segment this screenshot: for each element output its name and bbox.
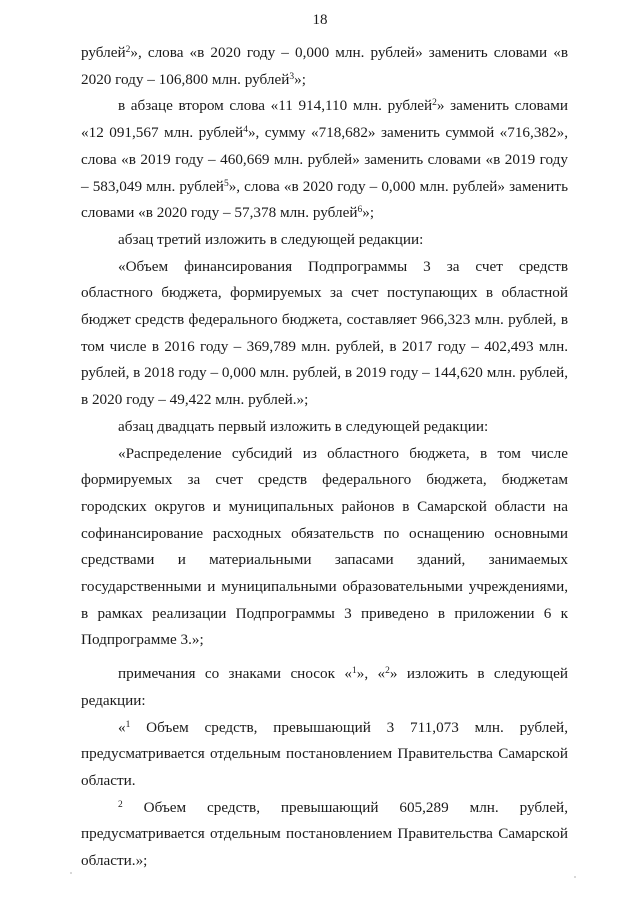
text-run: Объем средств, превышающий 3 711,073 млн. рублей, предусматривается отдельным постановлением Правительства Самарской области. <box>81 718 568 789</box>
paragraph <box>81 227 568 254</box>
text-run: » заменить словами «12 091,567 млн. рублей <box>81 97 569 142</box>
text-run: », слова «в 2020 году – 0,000 млн. рублей» заменить словами «в 2020 году – 57,378 млн. рублей <box>81 177 568 222</box>
page-number: 18 <box>312 12 328 28</box>
footnote-mark: 2 <box>125 45 131 55</box>
scan-artifact <box>574 876 576 878</box>
footnote-mark: 6 <box>357 205 363 216</box>
footnote-mark: 2 <box>118 799 123 810</box>
text-run: », слова «в 2020 году – 0,000 млн. рублей» заменить словами «в 2020 году – 106,800 млн. рублей <box>81 44 568 88</box>
footnote-mark: 5 <box>223 178 229 189</box>
scan-artifact <box>70 872 72 874</box>
text-run: »; <box>294 70 306 88</box>
paragraph <box>81 795 568 875</box>
footnote-mark: 1 <box>351 666 357 677</box>
text-run: примечания со знаками сносок « <box>118 665 352 683</box>
text-run: абзац двадцать первый изложить в следующей редакции: <box>118 417 489 435</box>
paragraph <box>81 40 568 93</box>
footnote-mark: 4 <box>243 125 248 136</box>
paragraph <box>81 414 568 441</box>
text-run: » изложить в следующей редакции: <box>81 665 568 709</box>
paragraph <box>81 715 568 795</box>
footnote-mark: 2 <box>385 666 390 677</box>
text-run: «Распределение субсидий из областного бюджета, в том числе формируемых за счет средств федерального бюджета, бюджетам городских округов и муниципальных районов в Самарской области на софинансирование расходных обязательств по оснащению основными средствами и материальными запасами зданий, занимаемых государственными и муниципальными образовательными учреждениями, в рамках реализации Подпрограммы 3 приведено в приложении 6 к Подпрограмме 3.»; <box>81 444 568 649</box>
text-run: «Объем финансирования Подпрограммы 3 за счет средств областного бюджета, формируемых за счет поступающих в областной бюджет средств федерального бюджета, составляет 966,323 млн. рублей, в том числе в 2016 году – 369,789 млн. рублей, в 2017 году – 402,493 млн. рублей, в 2018 году – 0,000 млн. рублей, в 2019 году – 144,620 млн. рублей, в 2020 году – 49,422 млн. рублей.»; <box>81 257 568 409</box>
footnote-mark: 1 <box>125 719 131 730</box>
paragraph <box>81 93 568 227</box>
text-run: « <box>118 718 126 736</box>
paragraph <box>81 441 568 655</box>
paragraph <box>81 661 568 714</box>
text-run: »; <box>362 204 375 222</box>
footnote-mark: 3 <box>289 71 295 82</box>
document-body <box>81 40 568 875</box>
text-run: », « <box>356 665 386 683</box>
footnote-mark: 2 <box>432 98 437 109</box>
text-run: абзац третий изложить в следующей редакции: <box>118 230 424 248</box>
paragraph <box>81 254 568 414</box>
text-run: », сумму «718,682» заменить суммой «716,382», слова «в 2019 году – 460,669 млн. рублей» заменить словами «в 2019 году – 583,049 млн. рублей <box>81 124 568 195</box>
text-run: Объем средств, превышающий 605,289 млн. рублей, предусматривается отдельным постановлением Правительства Самарской области.»; <box>81 798 568 870</box>
text-run: рублей <box>81 44 126 61</box>
text-run: в абзаце втором слова «11 914,110 млн. рублей <box>118 97 433 115</box>
